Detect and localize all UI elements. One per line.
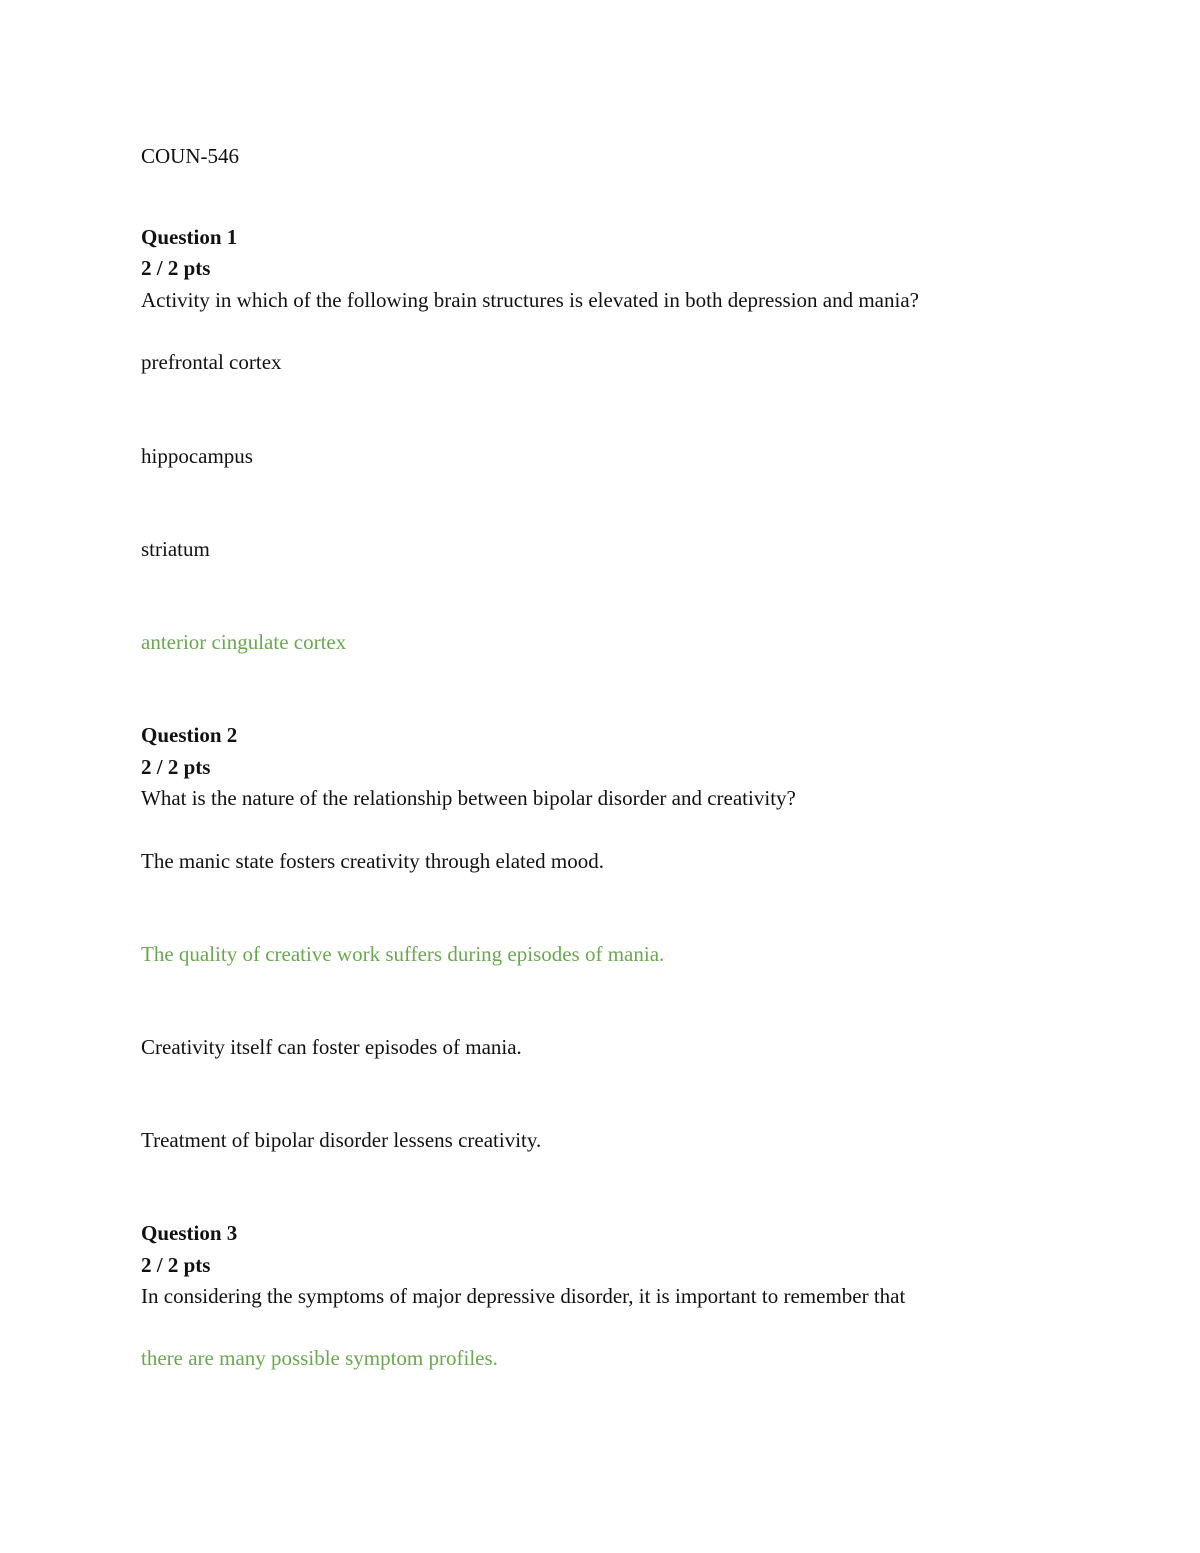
question-1-prompt: Activity in which of the following brain structures is elevated in both depression and mania?	[141, 288, 919, 312]
question-2-answer-4: Treatment of bipolar disorder lessens creativity.	[141, 1128, 542, 1152]
question-1-answer-4-correct: anterior cingulate cortex	[141, 630, 347, 654]
question-2-answer-3: Creativity itself can foster episodes of mania.	[141, 1035, 522, 1059]
question-1-answer-2: hippocampus	[141, 444, 253, 468]
question-2-points: 2 / 2 pts	[141, 755, 211, 779]
question-1-answer-1: prefrontal cortex	[141, 350, 282, 374]
question-2-answer-1: The manic state fosters creativity through elated mood.	[141, 849, 605, 873]
question-3-points: 2 / 2 pts	[141, 1253, 211, 1277]
question-2-title: Question 2	[141, 723, 238, 747]
question-3-title: Question 3	[141, 1221, 238, 1245]
question-1-title: Question 1	[141, 225, 238, 249]
question-1-answer-3: striatum	[141, 537, 210, 561]
question-3-prompt: In considering the symptoms of major depressive disorder, it is important to remember that	[141, 1284, 906, 1308]
question-3-answer-1-correct: there are many possible symptom profiles.	[141, 1346, 498, 1370]
question-2-answer-2-correct: The quality of creative work suffers during episodes of mania.	[141, 942, 665, 966]
question-1-points: 2 / 2 pts	[141, 256, 211, 280]
question-2-prompt: What is the nature of the relationship between bipolar disorder and creativity?	[141, 786, 796, 810]
course-code: COUN-546	[141, 144, 239, 168]
